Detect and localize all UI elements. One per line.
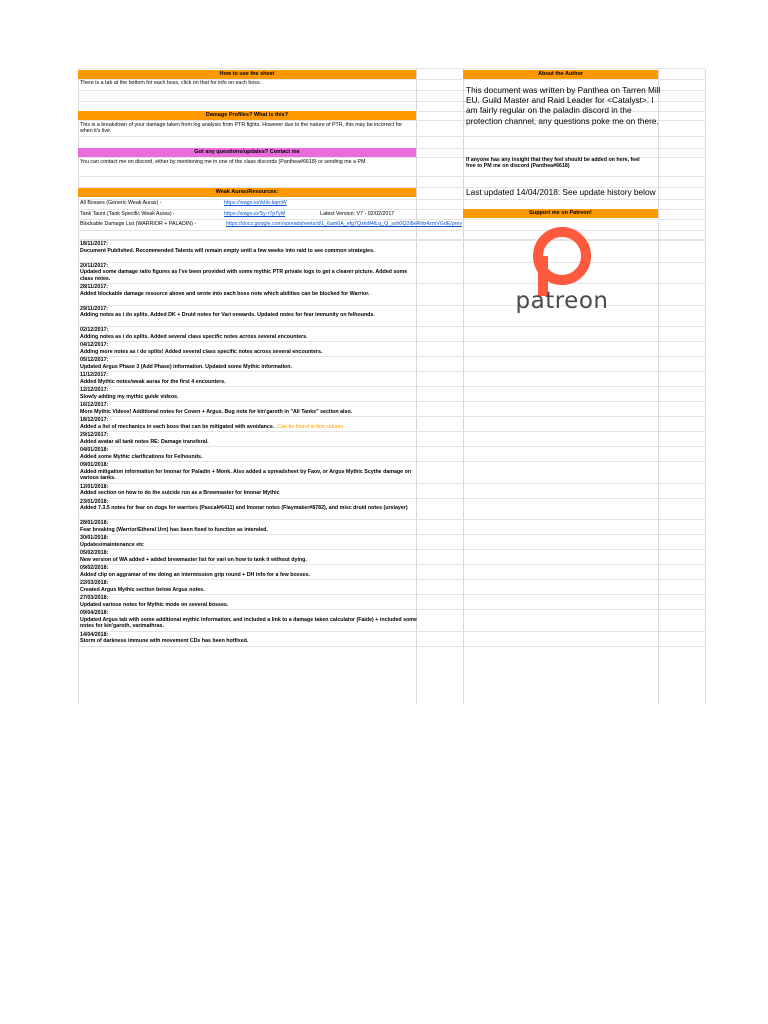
update-text: Added section on how to do the suicide run as a Brewmaster for Imonar Mythic: [80, 490, 280, 496]
resource-version: Latest Version: V7 - 02/02/2017: [320, 211, 395, 217]
update-entry: [80, 327, 420, 340]
update-text: Updated Argus tab with some additional mythic information, and included a link to a damage taken calculator (Faide) + included some notes for kin'garoth, varimathras.: [80, 616, 417, 629]
update-entry: [80, 284, 420, 297]
update-date: 29/12/2017:: [80, 432, 109, 438]
update-entry: [80, 484, 420, 497]
update-text: Adding notes as i do splits. Added DK + Druid notes for Vari onwards. Updated notes for fear immunity on felhounds.: [80, 312, 375, 318]
update-date: 30/01/2018:: [80, 535, 109, 541]
update-text: Updated some damage ratio figures as I've been provided with some mythic PTR private logs to get a clearer picture. Added some class notes.: [80, 269, 408, 282]
update-text: Adding more notes as i do splits! Added several class specific notes across several encounters.: [80, 348, 323, 355]
update-text: Added clip on aggramar of me doing an intermission grip round + DH info for a few bosses.: [80, 571, 310, 578]
support-header: Support me on Patreon!: [463, 209, 658, 218]
update-date: 18/12/2017:: [80, 417, 109, 423]
spreadsheet: [78, 68, 706, 704]
update-date: 28/11/2017:: [80, 284, 108, 290]
update-date: 29/11/2017:: [80, 305, 108, 312]
resource-label: Blockable Damage List (WARRIOR + PALADIN) -: [80, 221, 197, 227]
update-entry: [80, 520, 420, 533]
update-date: 11/12/2017:: [80, 372, 108, 378]
resource-link[interactable]: https://wago.io/rkhb-kqmW: [224, 200, 287, 206]
update-date: 23/01/2018:: [80, 498, 109, 505]
resource-link[interactable]: https://wago.io/Sy-r7pTyM: [224, 211, 286, 217]
update-text: Updated various notes for Mythic mode on several bosses.: [80, 601, 229, 608]
insight-text: If anyone has any insight that they feel should be added on here, feel free to PM me on discord (Panthea#6618): [466, 157, 640, 170]
update-date: 05/12/2017:: [80, 357, 109, 363]
update-entry: [80, 417, 420, 430]
update-entry: [80, 306, 420, 319]
update-entry: [80, 610, 420, 630]
update-text: Added 7.3.5 notes for fear on dogs for warriors (Pascal#6411) and Imonar notes (Flaymaker#8782), and misc druid notes (urslayer): [80, 505, 408, 511]
update-date: 05/02/2018:: [80, 550, 109, 556]
update-text: Updated Argus Phase 3 (Add Phase) information. Updated some Mythic information.: [80, 363, 292, 370]
resource-label: All Bosses (Generic Weak Auras) -: [80, 200, 162, 206]
update-entry: [80, 357, 420, 370]
update-text: New version of WA added + added brewmaster list for vari on how to tank it without dying.: [80, 556, 307, 563]
damage-profiles-text: This is a breakdown of your damage taken from log analysis from PTR fights. However due to the nature of PTR, this may be incorrect for when it's live.: [80, 122, 403, 135]
patreon-logo[interactable]: [512, 222, 612, 322]
update-text: More Mythic Videos! Additional notes for Coven + Argus. Bug note for kin'garoth in "All Tanks" section also.: [80, 408, 353, 415]
last-updated: Last updated 14/04/2018: See update history below: [466, 187, 656, 197]
update-entry: [80, 565, 420, 578]
update-text: Created Argus Mythic section below Argus notes.: [80, 586, 205, 593]
update-date: 04/01/2018:: [80, 447, 109, 453]
update-entry: [80, 241, 420, 254]
about-author-header: About the Author: [463, 70, 658, 79]
update-text: Added mitigation information for Imonar for Paladin + Monk. Also added a spreadsheet by Faov, or Argus Mythic Scythe damage on various tanks.: [80, 468, 412, 481]
resource-label: Tank Taunt (Tank Specific Weak Auras) -: [80, 211, 175, 217]
resource-link[interactable]: https://docs.google.com/spreadsheets/d/1_6am0A_efg7Qxkdf4tLq_Q_sxh0Q2l8eRhb4zmVGdE/prev: [226, 221, 463, 227]
update-date: 12/01/2018:: [80, 483, 109, 490]
update-text: Added a list of mechanics in each boss that can be mitigated with avoidance.: [80, 423, 275, 430]
how-to-text: There is a tab at the bottom for each boss, click on that for info on each boss.: [80, 80, 262, 86]
update-date: 20/11/2017:: [80, 262, 108, 269]
update-entry: [80, 387, 420, 400]
about-author-text: This document was written by Panthea on Tarren Mill EU. Guild Master and Raid Leader for <Catalyst>. I am fairly regular on the paladin discord in the protection channel, any questions poke me on there.: [466, 85, 661, 126]
update-date: 22/03/2018:: [80, 580, 109, 586]
update-entry: [80, 499, 420, 512]
update-entry: [80, 535, 420, 548]
weak-auras-header: Weak Auras/Resources:: [78, 188, 416, 197]
update-date: 12/12/2017:: [80, 387, 109, 393]
update-text: Fear breaking (Warrior/Etheral Urn) has been fixed to function as intended.: [80, 526, 268, 533]
update-date: 27/03/2018:: [80, 595, 109, 601]
update-entry: [80, 372, 420, 385]
update-entry: [80, 462, 420, 482]
update-entry: [80, 263, 420, 283]
update-text: Storm of darkness immune with movement CDs has been hotfixed.: [80, 638, 249, 644]
questions-header: Got any questions/updates? Contact me: [78, 148, 416, 157]
update-text: Updates/maintenance etc: [80, 541, 144, 548]
update-extra: Can be found in first column: [277, 423, 344, 430]
update-entry: [80, 432, 420, 445]
update-date: 09/01/2018:: [80, 462, 109, 468]
update-date: 09/04/2018:: [80, 610, 109, 616]
update-text: Adding notes as i do splits. Added several class specific notes across several encounters.: [80, 333, 308, 340]
how-to-header: How to use the sheet: [78, 70, 416, 79]
update-date: 02/12/2017:: [80, 327, 109, 333]
update-entry: [80, 580, 420, 593]
update-text: Added some Mythic clarifications for Felhounds.: [80, 453, 203, 460]
update-date: 18/11/2017:: [80, 241, 108, 247]
update-entry: [80, 595, 420, 608]
damage-profiles-header: Damage Profiles? What is this?: [78, 111, 416, 120]
update-text: Added avatar all tank notes RE: Damage transferal.: [80, 438, 209, 445]
update-text: Added Mythic notes/weak auras for the first 4 encounters.: [80, 378, 226, 385]
update-date: 09/02/2018:: [80, 565, 109, 571]
update-entry: [80, 447, 420, 460]
update-date: 28/01/2018:: [80, 520, 109, 526]
questions-text: You can contact me on discord, either by mentioning me in one of the class discords (Panthea#6618) or sending me a PM.: [80, 159, 367, 165]
update-entry: [80, 550, 420, 563]
update-entry: [80, 402, 420, 415]
update-entry: [80, 342, 420, 355]
update-text: Slowly adding my mythic guide videos.: [80, 393, 179, 400]
update-text: Added blockable damage resource above and wrote into each boss note which abilities can be blocked for Warrior.: [80, 290, 370, 297]
update-date: 14/04/2018:: [80, 631, 109, 638]
update-text: Document Published. Recommended Talents will remain empty until a few weeks into raid to see common strategies.: [80, 247, 375, 254]
update-date: 04/12/2017:: [80, 342, 109, 348]
update-date: 16/12/2017:: [80, 402, 109, 408]
update-entry: [80, 632, 420, 645]
patreon-wordmark: patreon: [515, 288, 609, 314]
